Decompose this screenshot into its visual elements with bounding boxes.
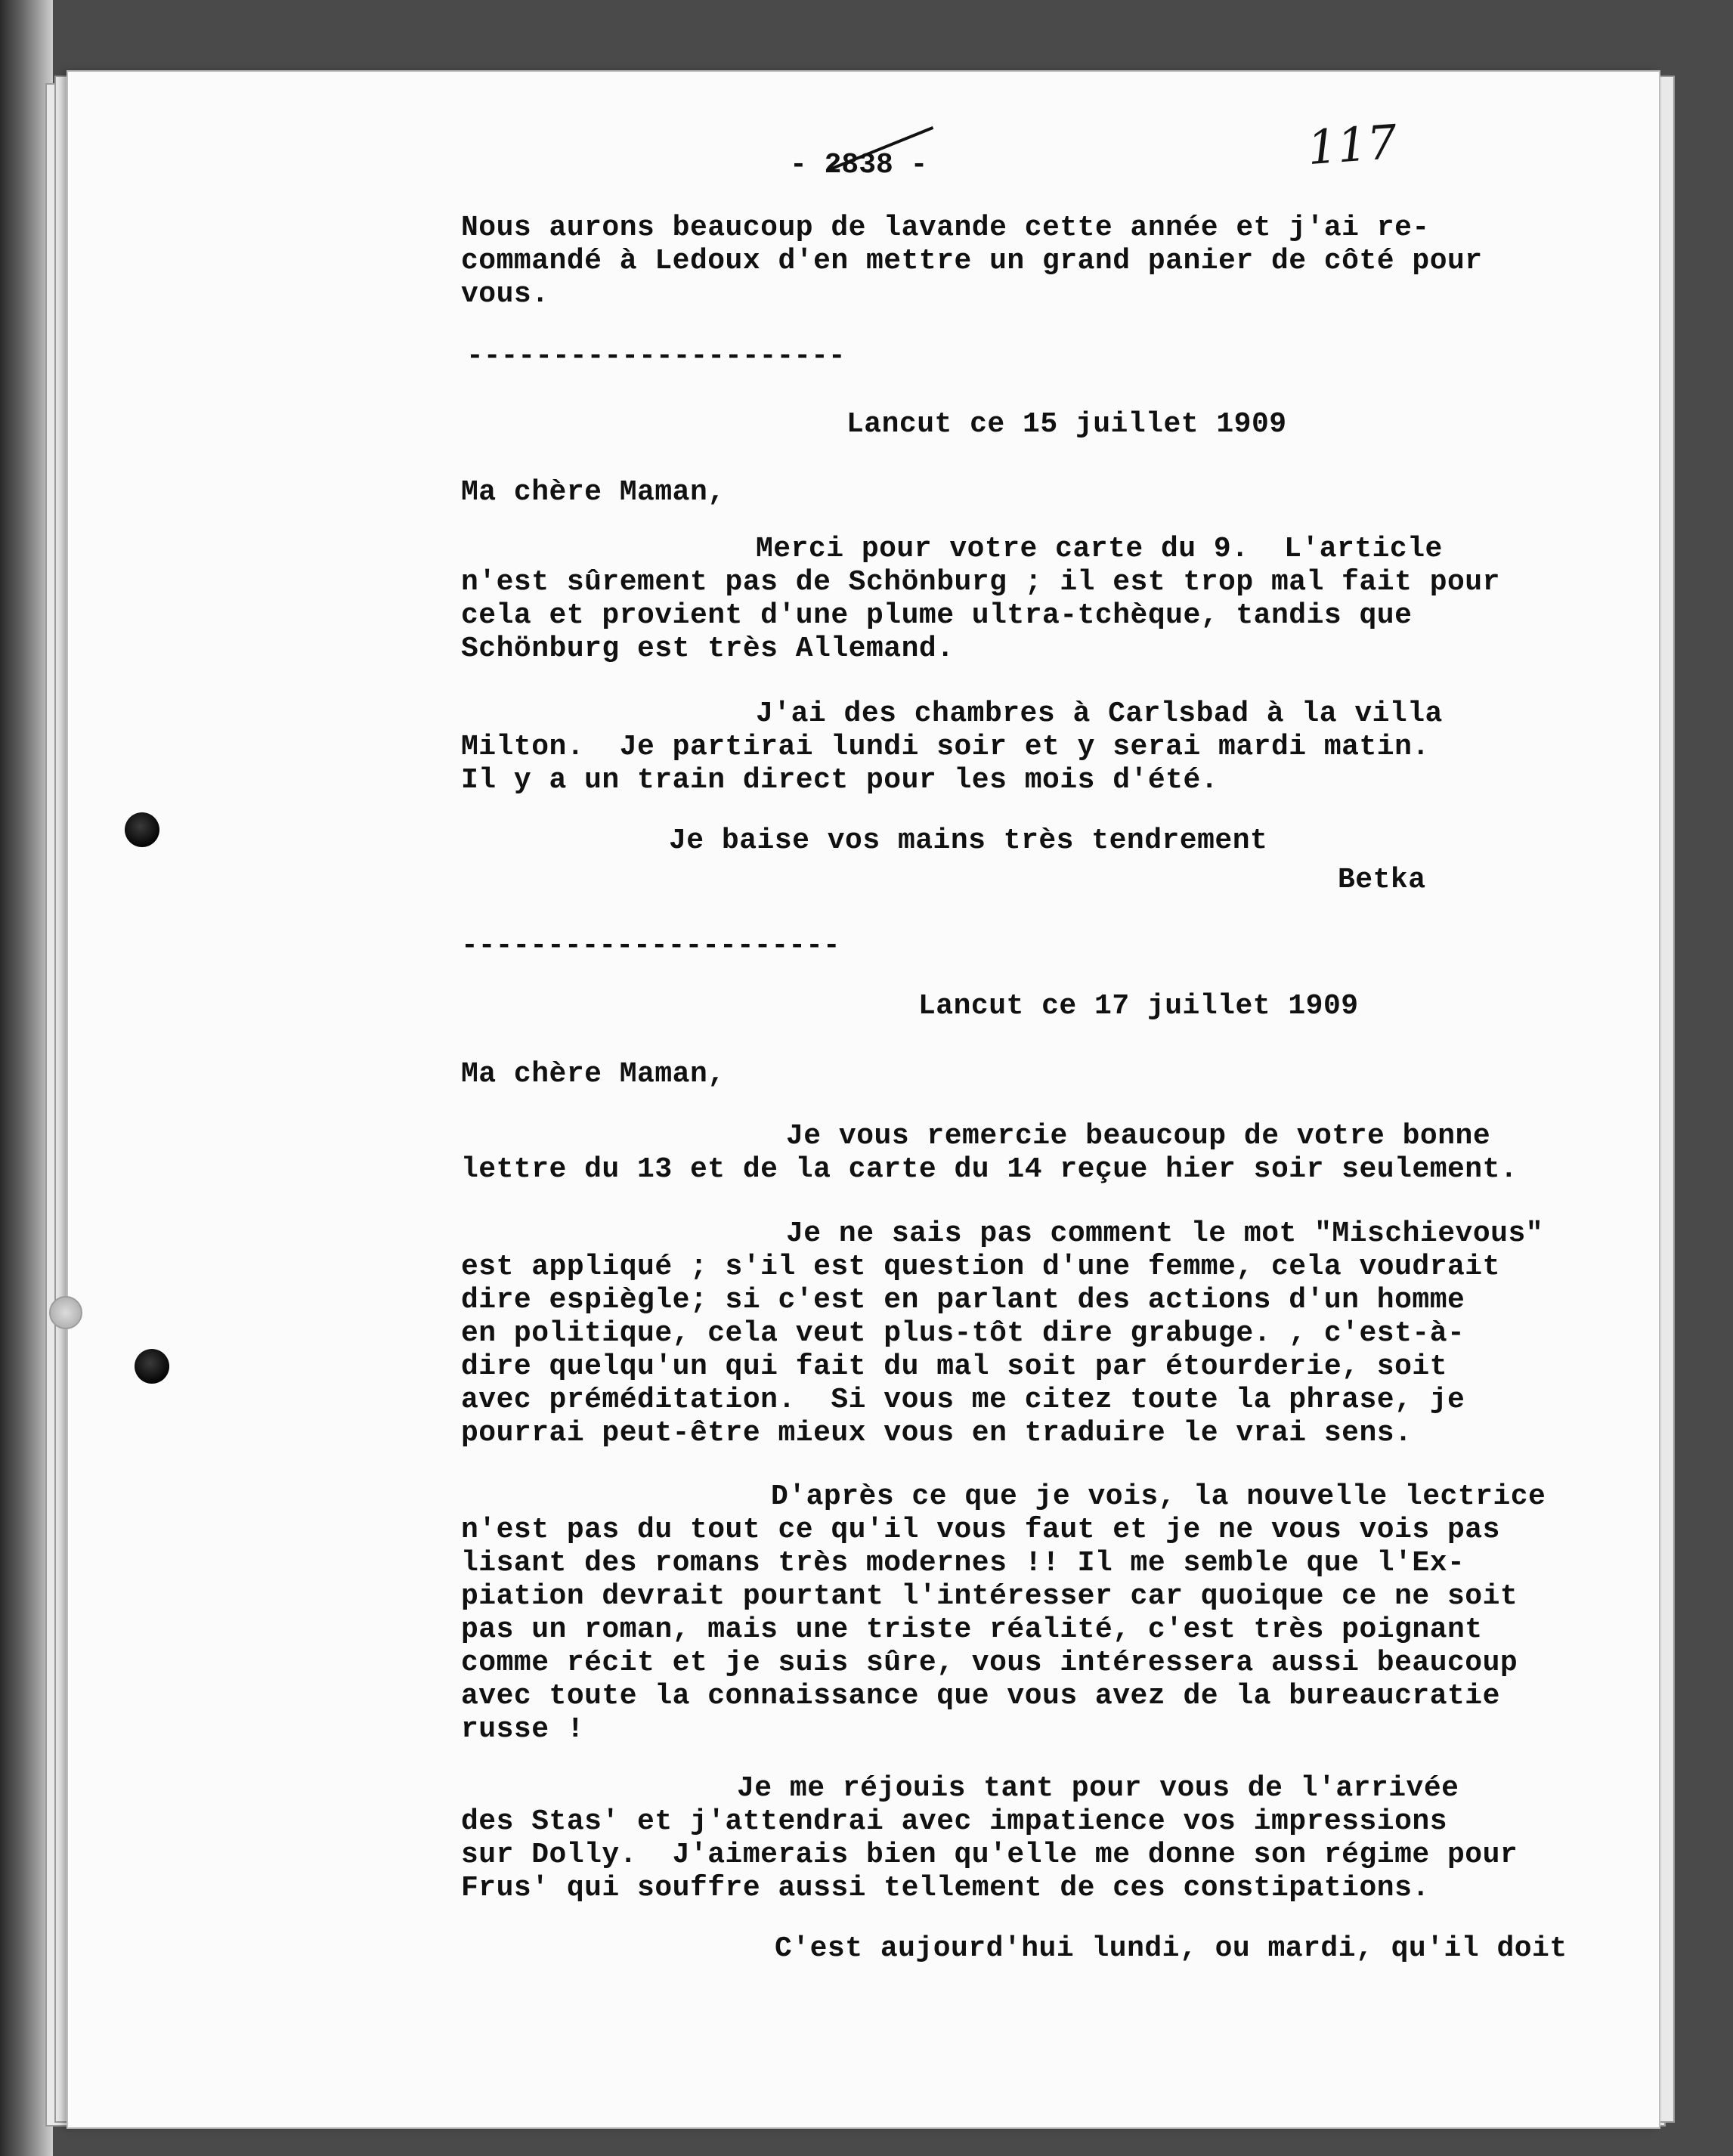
- letter-text: [68, 72, 1659, 2127]
- document-page: [68, 72, 1659, 2127]
- text-line: avec toute la connaissance que vous avez de la bureaucratie: [461, 1680, 1500, 1712]
- separator-rule: ----------------------: [461, 930, 840, 962]
- text-line: Frus' qui souffre aussi tellement de ces constipations.: [461, 1872, 1430, 1904]
- text-line: Je vous remercie beaucoup de votre bonne: [786, 1120, 1491, 1152]
- text-line: J'ai des chambres à Carlsbad à la villa: [756, 698, 1443, 730]
- text-line: Je me réjouis tant pour vous de l'arrivée: [737, 1772, 1459, 1805]
- text-line: russe !: [461, 1713, 585, 1746]
- text-line: Schönburg est très Allemand.: [461, 633, 955, 665]
- text-line: Milton. Je partirai lundi soir et y serai mardi matin.: [461, 731, 1430, 763]
- text-line: Il y a un train direct pour les mois d'été.: [461, 764, 1219, 797]
- text-line: dire quelqu'un qui fait du mal soit par étourderie, soit: [461, 1350, 1448, 1383]
- signature: Betka: [1338, 864, 1426, 896]
- closing: Je baise vos mains très tendrement: [669, 824, 1268, 857]
- text-line: cela et provient d'une plume ultra-tchèque, tandis que: [461, 599, 1413, 632]
- text-line: lettre du 13 et de la carte du 14 reçue hier soir seulement.: [461, 1153, 1518, 1186]
- text-line: lisant des romans très modernes !! Il me semble que l'Ex-: [461, 1547, 1465, 1579]
- typed-page-number: - 2838 -: [790, 149, 928, 181]
- text-line: pas un roman, mais une triste réalité, c'est très poignant: [461, 1613, 1483, 1646]
- salutation: Ma chère Maman,: [461, 1058, 726, 1090]
- separator-rule: ----------------------: [466, 340, 846, 373]
- text-line: est appliqué ; s'il est question d'une femme, cela voudrait: [461, 1251, 1500, 1283]
- text-line: n'est pas du tout ce qu'il vous faut et je ne vous vois pas: [461, 1514, 1500, 1546]
- text-line: commandé à Ledoux d'en mettre un grand panier de côté pour: [461, 245, 1483, 277]
- letter-date: Lancut ce 15 juillet 1909: [846, 408, 1287, 441]
- text-line: Merci pour votre carte du 9. L'article: [756, 533, 1443, 565]
- text-line: Je ne sais pas comment le mot "Mischievous": [786, 1217, 1544, 1250]
- text-line: D'après ce que je vois, la nouvelle lectrice: [771, 1480, 1546, 1513]
- salutation: Ma chère Maman,: [461, 476, 726, 509]
- handwritten-page-number: 117: [1305, 113, 1399, 176]
- text-line: pourrai peut-être mieux vous en traduire le vrai sens.: [461, 1417, 1413, 1449]
- text-line: comme récit et je suis sûre, vous intéressera aussi beaucoup: [461, 1647, 1518, 1679]
- letter-date: Lancut ce 17 juillet 1909: [918, 990, 1359, 1022]
- text-line: C'est aujourd'hui lundi, ou mardi, qu'il doit: [775, 1932, 1567, 1965]
- text-line: sur Dolly. J'aimerais bien qu'elle me donne son régime pour: [461, 1839, 1518, 1871]
- text-line: en politique, cela veut plus-tôt dire grabuge. , c'est-à-: [461, 1317, 1465, 1350]
- text-line: vous.: [461, 278, 549, 311]
- text-line: Nous aurons beaucoup de lavande cette année et j'ai re-: [461, 212, 1430, 244]
- text-line: piation devrait pourtant l'intéresser car quoique ce ne soit: [461, 1580, 1518, 1613]
- text-line: n'est sûrement pas de Schönburg ; il est trop mal fait pour: [461, 566, 1500, 599]
- text-line: des Stas' et j'attendrai avec impatience vos impressions: [461, 1805, 1448, 1838]
- text-line: avec préméditation. Si vous me citez toute la phrase, je: [461, 1384, 1465, 1416]
- text-line: dire espiègle; si c'est en parlant des actions d'un homme: [461, 1284, 1465, 1316]
